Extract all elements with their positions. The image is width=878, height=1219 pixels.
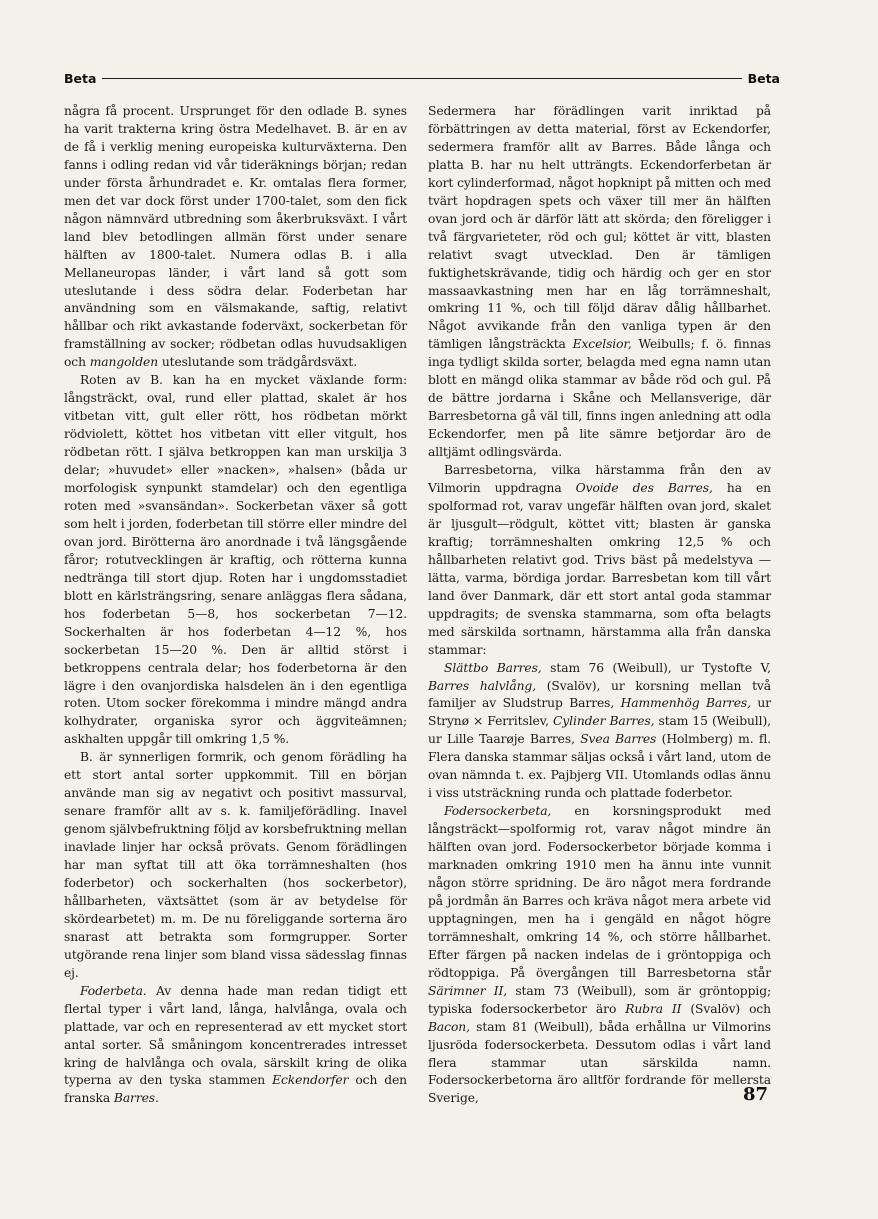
- paragraph: Fodersockerbeta, en korsningsprodukt med långsträckt—spolformig rot, varav något mindre än hälften ovan jord. Fodersockerbetor började komma i marknaden omkring 1910 men ha ännu inte vunnit någon större spridning. De äro något mera fordrande på jordmån än Barres och kräva något mera arbete vid upptagningen, men ha i gengäld en något högre torrämneshalt, omkring 14 %, och större hållbarhet. Efter färgen på nacken indelas de i gröntoppiga och rödtoppiga. På övergången till Barresbetorna står Särimner II, stam 73 (Weibull), som är gröntoppig; typiska fodersockerbetor äro Rubra II (Svalöv) och Bacon, stam 81 (Weibull), båda erhållna ur Vilmorins ljusröda fodersockerbeta. Dessutom odlas i vårt land flera stammar utan särskilda namn. Fodersockerbetorna äro alltför fordrande för mellersta Sverige,: [428, 804, 772, 1106]
- right-column: [428, 103, 771, 1108]
- paragraph: Roten av B. kan ha en mycket växlande form: långsträckt, oval, rund eller plattad, skalet är hos vitbetan vitt, gult eller rött, hos rödbetan mörkt rödviolett, köttet hos vitbetan vitt eller vitgult, hos rödbetan rött. I själva betkroppen kan man urskilja 3 delar; »huvudet» eller »nacken», »halsen» (båda ur morfologisk synpunkt stamdelar) och den egentliga roten med »svansändan». Sockerbetan växer så gott som helt i jorden, foderbetan till större eller mindre del ovan jord. Birötterna äro anordnade i två längsgående fåror; rotutvecklingen är kraftig, och rötterna kunna nedtränga till stort djup. Roten har i ungdomsstadiet blott en kärlsträngsring, senare anläggas flera sådana, hos foderbetan 5—8, hos sockerbetan 7—12. Sockerhalten är hos foderbetan 4—12 %, hos sockerbetan 15—20 %. Den är alltid störst i betkroppens centrala delar; hos foderbetorna är den lägre i den ovanjordiska halsdelen än i den egentliga roten. Utom socker förekomma i mindre mängd andra kolhydrater, organiska syror och äggviteämnen; askhalten uppgår till omkring 1,5 %.: [64, 373, 407, 747]
- paragraph: Sedermera har förädlingen varit inriktad på förbättringen av detta material, först av Eckendorfer, sedermera framför allt av Barres. Både långa och platta B. har nu helt utträngts. Eckendorferbetan är kort cylinderformad, något hopknipt på mitten och med tvärt hopdragen spets och växer till mer än hälften ovan jord och är därför lätt att skörda; den föreligger i två färgvarieteter, röd och gul; köttet är vitt, blasten relativt svagt utvecklad. Den är tämligen fuktighetskrävande, tidig och härdig och ger en stor massaavkastning men har en låg torrämneshalt, omkring 11 %, och till följd därav dålig hållbarhet. Något avvikande från den vanliga typen är den tämligen långsträckta Excelsior, Weibulls; f. ö. finnas inga tydligt skilda sorter, belagda med egna namn utan blott en mängd olika stammar av både röd och gul. På de bättre jordarna i Skåne och Mellansverige, där Barresbetorna gå väl till, finns ingen anledning att odla Eckendorfer, men på lite sämre betjordar äro de alltjämt odlingsvärda.: [428, 104, 771, 460]
- header-rule: [102, 78, 741, 79]
- paragraph: Foderbeta. Av denna hade man redan tidigt ett flertal typer i vårt land, långa, halvlånga, ovala och plattade, var och en representerad av ett mycket stort antal sorter. Så småningom koncentrerades intresset kring de halvlånga och ovala, särskilt kring de olika typerna av den tyska stammen Eckendorfer och den franska Barres.: [64, 983, 408, 1106]
- paragraph: Slättbo Barres, stam 76 (Weibull), ur Tystofte V, Barres halvlång, (Svalöv), ur korsning mellan två familjer av Sludstrup Barres, Hammenhög Barres, ur Strynø × Ferritslev, Cylinder Barres, stam 15 (Weibull), ur Lille Taarøje Barres, Svea Barres (Holmberg) m. fl. Flera danska stammar säljas också i vårt land, utom de ovan nämnda t. ex. Pajbjerg VII. Utomlands odlas ännu i viss utsträckning runda och plattade foderbetor.: [428, 660, 771, 801]
- paragraph: några få procent. Ursprunget för den odlade B. synes ha varit trakterna kring östra Medelhavet. B. är en av de få i verklig mening europeiska kulturväxterna. Den fanns i odling redan vid vår tideräknings början; redan under första århundradet e. Kr. omtalas flera former, men det var dock först under 1700-talet, som den fick någon nämnvärd utbredning som åkerbruksväxt. I vårt land blev betodlingen allmän först under senare hälften av 1800-talet. Numera odlas B. i alla Mellaneuropas länder, i vårt land så gott som uteslutande i dess södra delar. Foderbetan har användning som en välsmakande, saftig, relativt hållbar och rikt avkastande foderväxt, sockerbetan för framställning av socker; rödbetan odlas huvudsakligen och mangolden uteslutande som trädgårdsväxt.: [64, 104, 407, 370]
- paragraph: B. är synnerligen formrik, och genom förädling ha ett stort antal sorter uppkommit. Till en början använde man sig av negativt och positivt massurval, senare framför allt av s. k. familjeförädling. Inavel genom självbefruktning följd av korsbefruktning mellan inavlade linjer har också prövats. Genom förädlingen har man syftat till att öka torrämneshalten (hos foderbetor) och sockerhalten (hos sockerbetor), hållbarheten, växtsättet (som är av betydelse för skördearbetet) m. m. De nu föreliggande sorterna äro snarast att betrakta som formgrupper. Sorter utgörande rena linjer som bland vissa sädesslag finnas ej.: [64, 750, 407, 980]
- left-column: [64, 103, 407, 1108]
- running-head-right: Beta: [747, 70, 780, 86]
- page-number: 87: [742, 1084, 768, 1105]
- running-head-left: Beta: [64, 70, 97, 86]
- running-header: [64, 66, 780, 90]
- paragraph: Barresbetorna, vilka härstamma från den av Vilmorin uppdragna Ovoide des Barres, ha en spolformad rot, varav ungefär hälften ovan jord, skalet är ljusgult—rödgult, köttet vitt; blasten är ganska kraftig; torrämneshalten omkring 12,5 % och hållbarheten relativt god. Trivs bäst på medelstyva — lätta, varma, bördiga jordar. Barresbetan kom till vårt land över Danmark, där ett stort antal goda stammar uppdragits; de svenska stammarna, som ofta belagts med särskilda sortnamn, härstamma alla från danska stammar:: [428, 463, 771, 657]
